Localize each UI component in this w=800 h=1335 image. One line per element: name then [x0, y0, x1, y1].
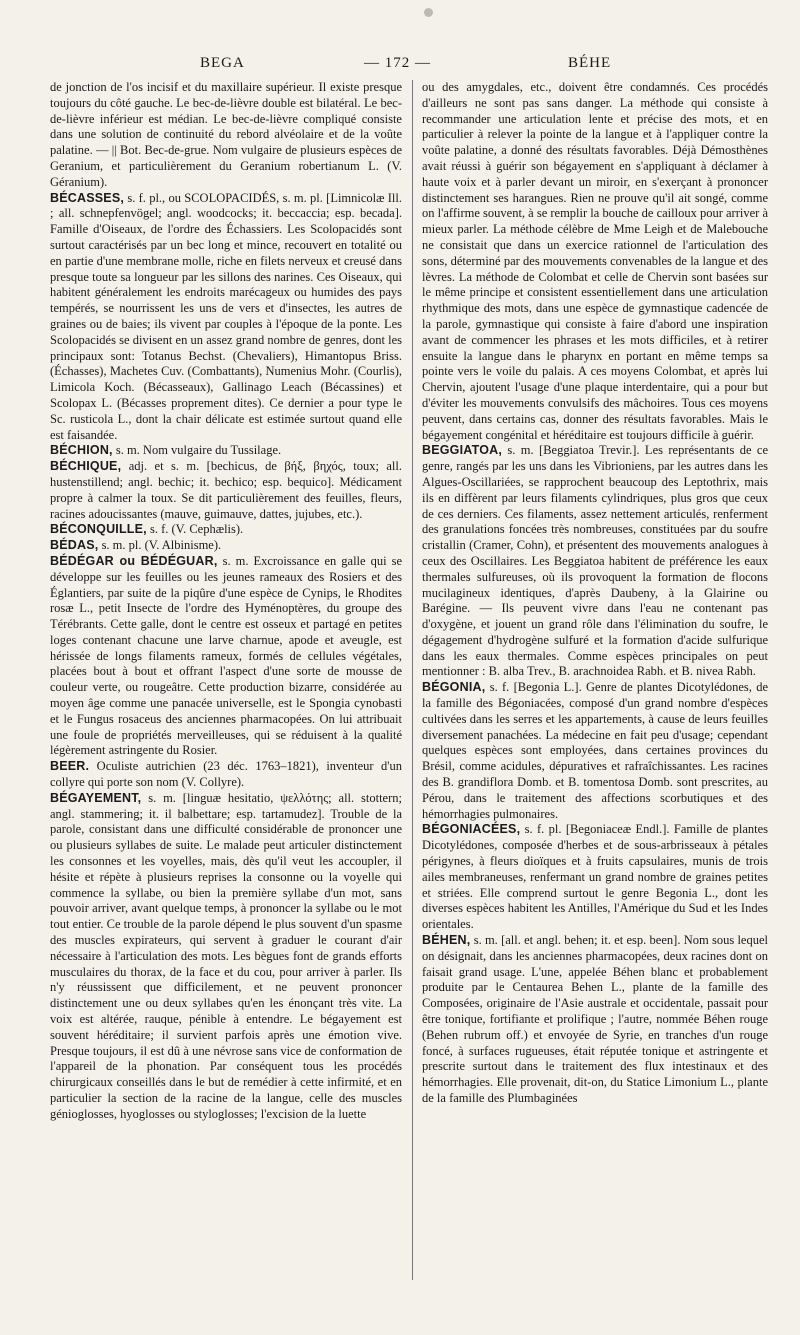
entry — [50, 522, 402, 538]
entry — [50, 538, 402, 554]
entry-text: Oculiste autrichien (23 déc. 1763–1821), inventeur d'un collyre qui porte son nom (V. Collyre). — [50, 759, 402, 790]
entry — [50, 80, 402, 191]
left-column — [50, 80, 402, 1123]
headword: BEER. — [50, 759, 90, 774]
page-number: — 172 — — [364, 55, 431, 71]
headword: BÉGONIACÉES, — [422, 822, 521, 837]
entry — [422, 822, 768, 933]
entry-text: adj. et s. m. [bechicus, de βήξ, βηχός, toux; all. hustenstillend; angl. bechic; it. bechico; esp. bequico]. Médicament propre à calmer la toux. Se dit particulièrement des feuilles, fleurs, racines adoucissantes (mauve, guimauve, dattes, jujubes, etc.). — [50, 459, 403, 521]
headword: BÉCASSES, — [50, 190, 125, 205]
entry-text: s. m. Excroissance en galle qui se développe sur les feuilles ou les jeunes rameaux des Rosiers et des Églantiers, par suite de la piqûre d'une espèce de Cynips, le Rhodites rosæ L., petit Insecte de l'ordre des Hyménoptères, du groupe des Térébrants. Cette galle, dont le centre est osseux et partagé en petites loges contenant chacune une larve charnue, apode et aveugle, est hérissée de longs filaments rameux, formés de cellules végétales, placées bout à bout et offrant l'aspect d'une sorte de mousse de couleur verte, ou rougeâtre. Cette production bizarre, considérée au moyen âge comme une panacée universelle, est le Spongia cynobasti et le Fungus rosaceus des anciennes pharmacopées. On lui attribuait une foule de propriétés merveilleuses, qui se réduisent à la qualité légèrement astringente du Rosier. — [50, 553, 403, 758]
right-column — [422, 80, 768, 1107]
headword: BÉCHION, — [50, 443, 113, 458]
running-head-left: BEGA — [200, 55, 245, 71]
entry — [50, 554, 402, 759]
entry — [422, 933, 768, 1107]
entry-text: s. m. [linguæ hesitatio, ψελλότης; all. stottern; angl. stammering; it. il balbettare; esp. tartamudez]. Trouble de la parole, consistant dans une difficulté considérable de prononcer une ou plusieurs syllabes de suite. Le malade peut articuler distinctement les consonnes et les voyelles, mais, dès qu'il veut les accoupler, il hésite et répète à plusieurs reprises la consonne ou la voyelle qui commence la syllabe, ou bien la première syllabe d'un mot, sans pouvoir arriver, avant quelque temps, à prononcer la syllabe ou le mot tout entier. Ce trouble de la parole dépend le plus souvent d'un spasme des muscles expirateurs, qui servent à graduer le courant d'air nécessaire à l'articulation des mots. Les bègues font de grands efforts musculaires du thorax, de la face et du cou, pour arriver à parler. Ils n'y réussissent que difficilement, et ne peuvent prononcer distinctement une ou deux syllabes qu'en les énonçant très vite. La voix est altérée, rauque, pénible à entendre. Le bégayement est souvent héréditaire; il survient parfois après une émotion vive. Presque toujours, il est dû à une névrose sans vice de conformation de l'appareil de la phonation. Par conséquent tous les procédés chirurgicaux conseillés dans le but de remédier à cette infirmité, et en particulier la section de la racine de la langue, celle des muscles génioglosses, hyoglosses ou styloglosses; l'excision de la luette — [50, 790, 402, 1121]
headword: BEGGIATOA, — [422, 443, 503, 458]
headword: BÉHEN, — [422, 933, 471, 948]
entry-text: s. m. [Beggiatoa Trevir.]. Les représentants de ce genre, rangés par les uns dans les Vibrioniens, par les autres dans les Algues-Oscillariées, se rapprochent beaucoup des Leptothrix, mais ils en diffèrent par leurs filaments cylindriques, plus gros que ceux de ces derniers. Ces filaments, assez nettement articulés, renferment des granulations foncées très nombreuses, constituées par du soufre cristallin (Cramer, Cohn), et présentent des mouvements analogues à ceux des Oscillaires. Les Beggiatoa habitent de préférence les eaux thermales sulfureuses, où ils provoquent la formation de flocons mucilagineux identiques, d'après Daubeny, à la Glairine ou Barégine. — Ils peuvent vivre dans l'eau ne contenant pas d'oxygène, et jouent un grand rôle dans l'élimination du soufre, le dégagement d'hydrogène sulfuré et la formation d'acide sulfurique dans les eaux thermales. Comme espèces principales on peut mentionner : B. alba Trev., B. arachnoidea Rabh. et B. nivea Rabh. — [422, 443, 768, 679]
entry-text: de jonction de l'os incisif et du maxillaire supérieur. Il existe presque toujours du côté gauche. Le bec-de-lièvre double est bilatéral. Le bec-de-lièvre inférieur est médian. Le bec-de-lièvre compliqué consiste dans une solution de continuité du rebord alvéolaire et de la voûte palatine. — || Bot. Bec-de-grue. Nom vulgaire de plusieurs espèces de Geranium, et particulièrement du Geranium robertianum L. (V. Géranium). — [50, 80, 402, 189]
entry-text: s. f. pl. [Begoniaceæ Endl.]. Famille de plantes Dicotylédones, composée d'herbes et de sous-arbrisseaux à pétales périgynes, à fleurs dioïques et à fruits capsulaires, munis de trois ailes membraneuses, renfermant un grand nombre de graines petites et striées. Elle comprend surtout le genre Begonia L., dont les diverses espèces habitent les Antilles, l'Amérique du Sud et les Indes orientales. — [422, 822, 769, 932]
entry — [50, 459, 402, 522]
entry-text: s. f. [Begonia L.]. Genre de plantes Dicotylédones, de la famille des Bégoniacées, composé d'un grand nombre d'espèces cultivées dans les serres et les appartements, à cause de leurs feuilles diversement panachées. La médecine en fait peu d'usage; cependant quelques espèces sont employées, dans certaines provinces du Brésil, comme acidules, dépuratives et rafraîchissantes. Les racines des B. grandiflora Domb. et B. tomentosa Domb. sont prescrites, au Pérou, dans le traitement des affections scorbutiques et des hémorrhagies pulmonaires. — [422, 680, 769, 821]
entry — [422, 443, 768, 680]
running-head-right: BÉHE — [568, 55, 612, 71]
headword: BÉGONIA, — [422, 680, 486, 695]
page-punch-mark — [424, 8, 433, 17]
column-divider — [412, 80, 413, 1280]
headword: BÉGAYEMENT, — [50, 790, 142, 805]
entry-text: s. m. pl. (V. Albinisme). — [101, 538, 222, 553]
entry — [422, 80, 768, 443]
headword: BÉDÉGAR ou BÉDÉGUAR, — [50, 553, 218, 568]
entry — [50, 791, 402, 1123]
entry-text: s. f. (V. Cephælis). — [149, 522, 244, 537]
headword: BÉCONQUILLE, — [50, 522, 147, 537]
entry-text: ou des amygdales, etc., doivent être condamnés. Ces procédés d'ailleurs ne sont pas sans danger. La méthode qui consiste à recommander une articulation lente et précise des mots, et en particulier à relever la pointe de la langue et à l'appliquer contre la voûte palatine, a donné des résultats favorables. Déjà Démosthènes avait réussi à guérir son bégayement en s'appliquant à déclamer à haute voix et à parler devant un miroir, en s'exerçant à prononcer distinctement ses harangues. Rien ne prouve qu'il ait songé, comme on l'affirme souvent, à se remplir la bouche de cailloux pour arriver à mieux parler. La méthode célèbre de Mme Leigh et de Malebouche ne consistait que dans un exercice rationnel de l'articulation des sons, déterminé par des mouvements convenables de la langue et des lèvres. La méthode de Colombat et celle de Chervin sont basées sur le même principe et consistent essentiellement dans une articulation rhythmique des mots, dans une espèce de gymnastique cadencée de la parole, gymnastique qui consiste à faire d'abord une inspiration avant de commencer les phrases et les mots difficiles, et à retirer ensuite la langue dans le pharynx en portant en même temps sa pointe vers le voile du palais. A ces moyens Colombat, et après lui Chervin, ajoutent l'usage d'une plaque interdentaire, qui a pour but d'éviter les mouvements convulsifs des mâchoires. Tous ces moyens peuvent, dans certains cas, donner des résultats favorables. Mais le bégayement congénital et héréditaire est toujours difficile à guérir. — [422, 80, 768, 442]
entry-text: s. f. pl., ou SCOLOPACIDÉS, s. m. pl. [Limnicolæ Ill. ; all. schnepfenvögel; angl. woodcocks; it. beccaccia; esp. becada]. Famille d'Oiseaux, de l'ordre des Échassiers. Les Scolopacidés sont surtout caractérisés par un bec long et mince, recouvert en totalité ou en partie d'une membrane molle, riche en filets nerveux et creusé dans presque toute sa longueur par les sillons des narines. Ces Oiseaux, qui habitent généralement les endroits marécageux ou humides des pays tempérés, se nourrissent les uns de vers et d'insectes, les autres de graines ou de baies; ils vivent par couples à l'époque de la ponte. Les Scolopacidés se divisent en un assez grand nombre de genres, dont les principaux sont: Totanus Bechst. (Chevaliers), Himantopus Briss. (Échasses), Machetes Cuv. (Combattants), Numenius Mohr. (Courlis), Limicola Koch. (Bécasseaux), Gallinago Leach (Bécassines) et Scolopax L. (Bécasses proprement dites). Ce dernier a pour type le Sc. rusticola L., dont la chair délicate est estimée surtout quand elle est faisandée. — [50, 190, 403, 442]
headword: BÉDAS, — [50, 538, 99, 553]
entry — [50, 443, 402, 459]
headword: BÉCHIQUE, — [50, 459, 122, 474]
entry-text: s. m. [all. et angl. behen; it. et esp. been]. Nom sous lequel on désignait, dans les anciennes pharmacopées, deux racines dont on faisait grand usage. L'une, appelée Béhen blanc et probablement produite par le Centaurea Behen L., plante de la famille des Composées, originaire de l'Asie australe et occidentale, passait pour être tonique, fortifiante et prolifique ; l'autre, nommée Béhen rouge (Behen rubrum off.) et envoyée de Syrie, en tranches d'un rouge foncé, à surfaces rugueuses, était réputée tonique et astringente et prescrite surtout dans le traitement des flux intestinaux et des hémorrhagies. Elle provenait, dit-on, du Statice Limonium L., plante de la famille des Plumbaginées — [422, 933, 769, 1105]
entry — [50, 191, 402, 444]
entry — [422, 680, 768, 822]
entry-text: s. m. Nom vulgaire du Tussilage. — [115, 443, 282, 458]
entry — [50, 759, 402, 791]
